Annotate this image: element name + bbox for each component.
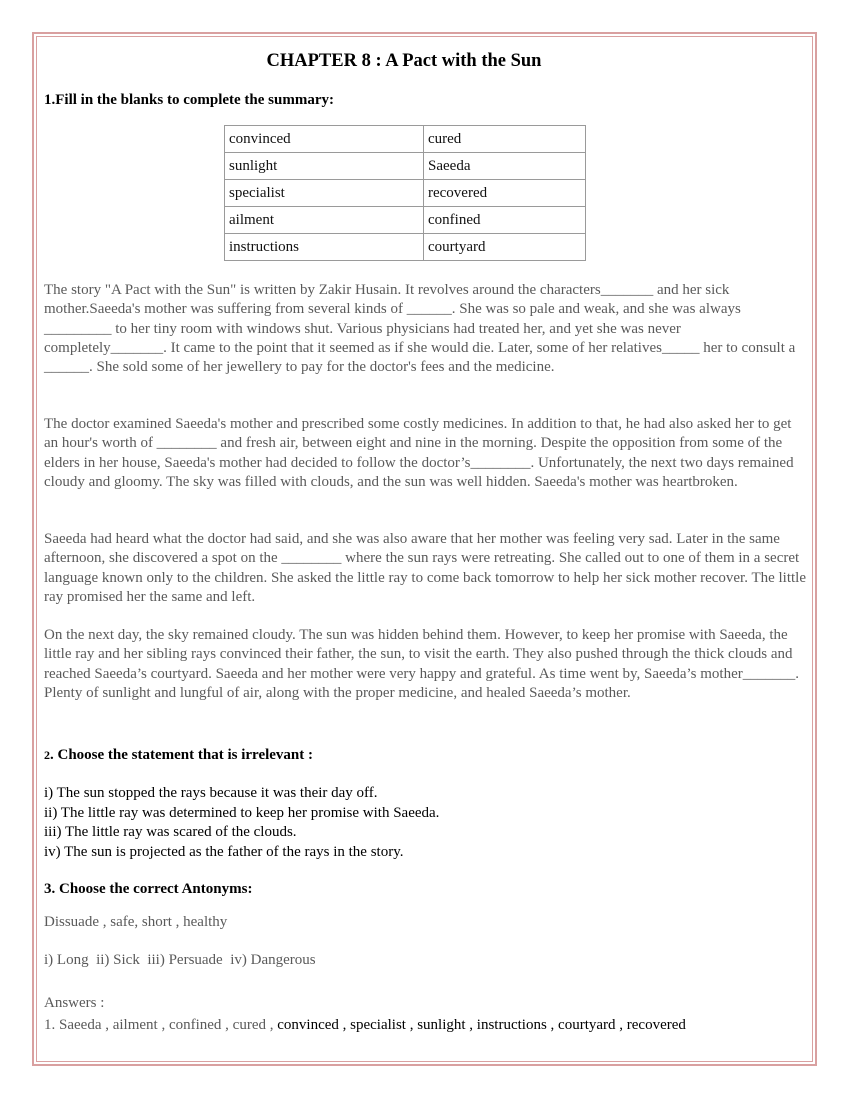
q2-statement: ii) The little ray was determined to keep her promise with Saeeda. bbox=[44, 804, 440, 821]
q2-statement: i) The sun stopped the rays because it was their day off. bbox=[44, 785, 378, 801]
word-bank-table bbox=[224, 125, 586, 261]
summary-paragraph-1: The story "A Pact with the Sun" is written by Zakir Husain. It revolves around the characters_______ and her sick mother.Saeeda's mother was suffering from several kinds of ______. She was so pale and weak, and she was always _________ to her tiny room with windows shut. Various physicians had treated her, and yet she was never completely_______. It came to the point that it seemed as if she would die. Later, some of her relatives_____ her to consult a ______. She sold some of her jewellery to pay for the doctor's fees and the medicine. bbox=[44, 282, 796, 376]
word-bank-cell: ailment bbox=[225, 207, 424, 234]
q2-statement: iii) The little ray was scared of the clouds. bbox=[44, 824, 297, 840]
word-bank-cell: sunlight bbox=[225, 153, 424, 180]
word-bank-cell: instructions bbox=[225, 234, 424, 261]
answers-line-1-part-1: 1. Saeeda , ailment , confined , cured , bbox=[44, 1017, 274, 1033]
answers-line-1 bbox=[44, 1017, 814, 1034]
q2-statement: iv) The sun is projected as the father of the rays in the story. bbox=[44, 843, 404, 860]
word-bank-row bbox=[225, 234, 586, 261]
answers-line-1-part-2: convinced , specialist , sunlight , instructions , courtyard , recovered bbox=[273, 1017, 686, 1033]
answers-label: Answers : bbox=[44, 995, 105, 1011]
summary-paragraph-4: On the next day, the sky remained cloudy. The sun was hidden behind them. However, to keep her promise with Saeeda, the little ray and her sibling rays convinced their father, the sun, to visit the earth. They also pushed through the thick clouds and reached Saeeda’s courtyard. Saeeda and her mother were very happy and grateful. As time went by, Saeeda’s mother_______. Plenty of sunlight and lungful of air, along with the proper medicine, and healed Saeeda’s mother. bbox=[44, 627, 800, 701]
q2-number: 2 bbox=[44, 748, 50, 762]
word-bank-row bbox=[225, 207, 586, 234]
word-bank-cell: specialist bbox=[225, 180, 424, 207]
word-bank-row bbox=[225, 180, 586, 207]
q2-heading-text: . Choose the statement that is irrelevant : bbox=[50, 747, 314, 763]
word-bank-cell: convinced bbox=[225, 126, 424, 153]
q3-options: i) Long ii) Sick iii) Persuade iv) Dangerous bbox=[44, 952, 316, 968]
summary-paragraph-3: Saeeda had heard what the doctor had said, and she was also aware that her mother was feeling very sad. Later in the same afternoon, she discovered a spot on the ________ where the sun rays were retreating. She called out to one of them in a secret language known only to the children. She asked the little ray to come back tomorrow to help her sick mother recover. The little ray promised her the same and left. bbox=[44, 531, 807, 605]
word-bank-cell: confined bbox=[424, 207, 586, 234]
q3-heading: 3. Choose the correct Antonyms: bbox=[44, 881, 253, 897]
word-bank-row bbox=[225, 126, 586, 153]
word-bank-row bbox=[225, 153, 586, 180]
summary-paragraph-2: The doctor examined Saeeda's mother and prescribed some costly medicines. In addition to that, he had also asked her to get an hour's worth of ________ and fresh air, between eight and nine in the morning. Despite the opposition from some of the elders in her house, Saeeda's mother had decided to follow the doctor’s________. Unfortunately, the next two days remained cloudy and gloomy. The sky was filled with clouds, and the sun was well hidden. Saeeda's mother was heartbroken. bbox=[44, 416, 794, 490]
word-bank-cell: recovered bbox=[424, 180, 586, 207]
word-bank-cell: Saeeda bbox=[424, 153, 586, 180]
q2-statement-list bbox=[44, 784, 806, 862]
q2-heading bbox=[44, 747, 313, 764]
word-bank-cell: cured bbox=[424, 126, 586, 153]
q3-words: Dissuade , safe, short , healthy bbox=[44, 914, 228, 930]
word-bank-cell: courtyard bbox=[424, 234, 586, 261]
q1-heading: 1.Fill in the blanks to complete the summary: bbox=[44, 92, 334, 108]
chapter-title: CHAPTER 8 : A Pact with the Sun bbox=[266, 51, 542, 71]
